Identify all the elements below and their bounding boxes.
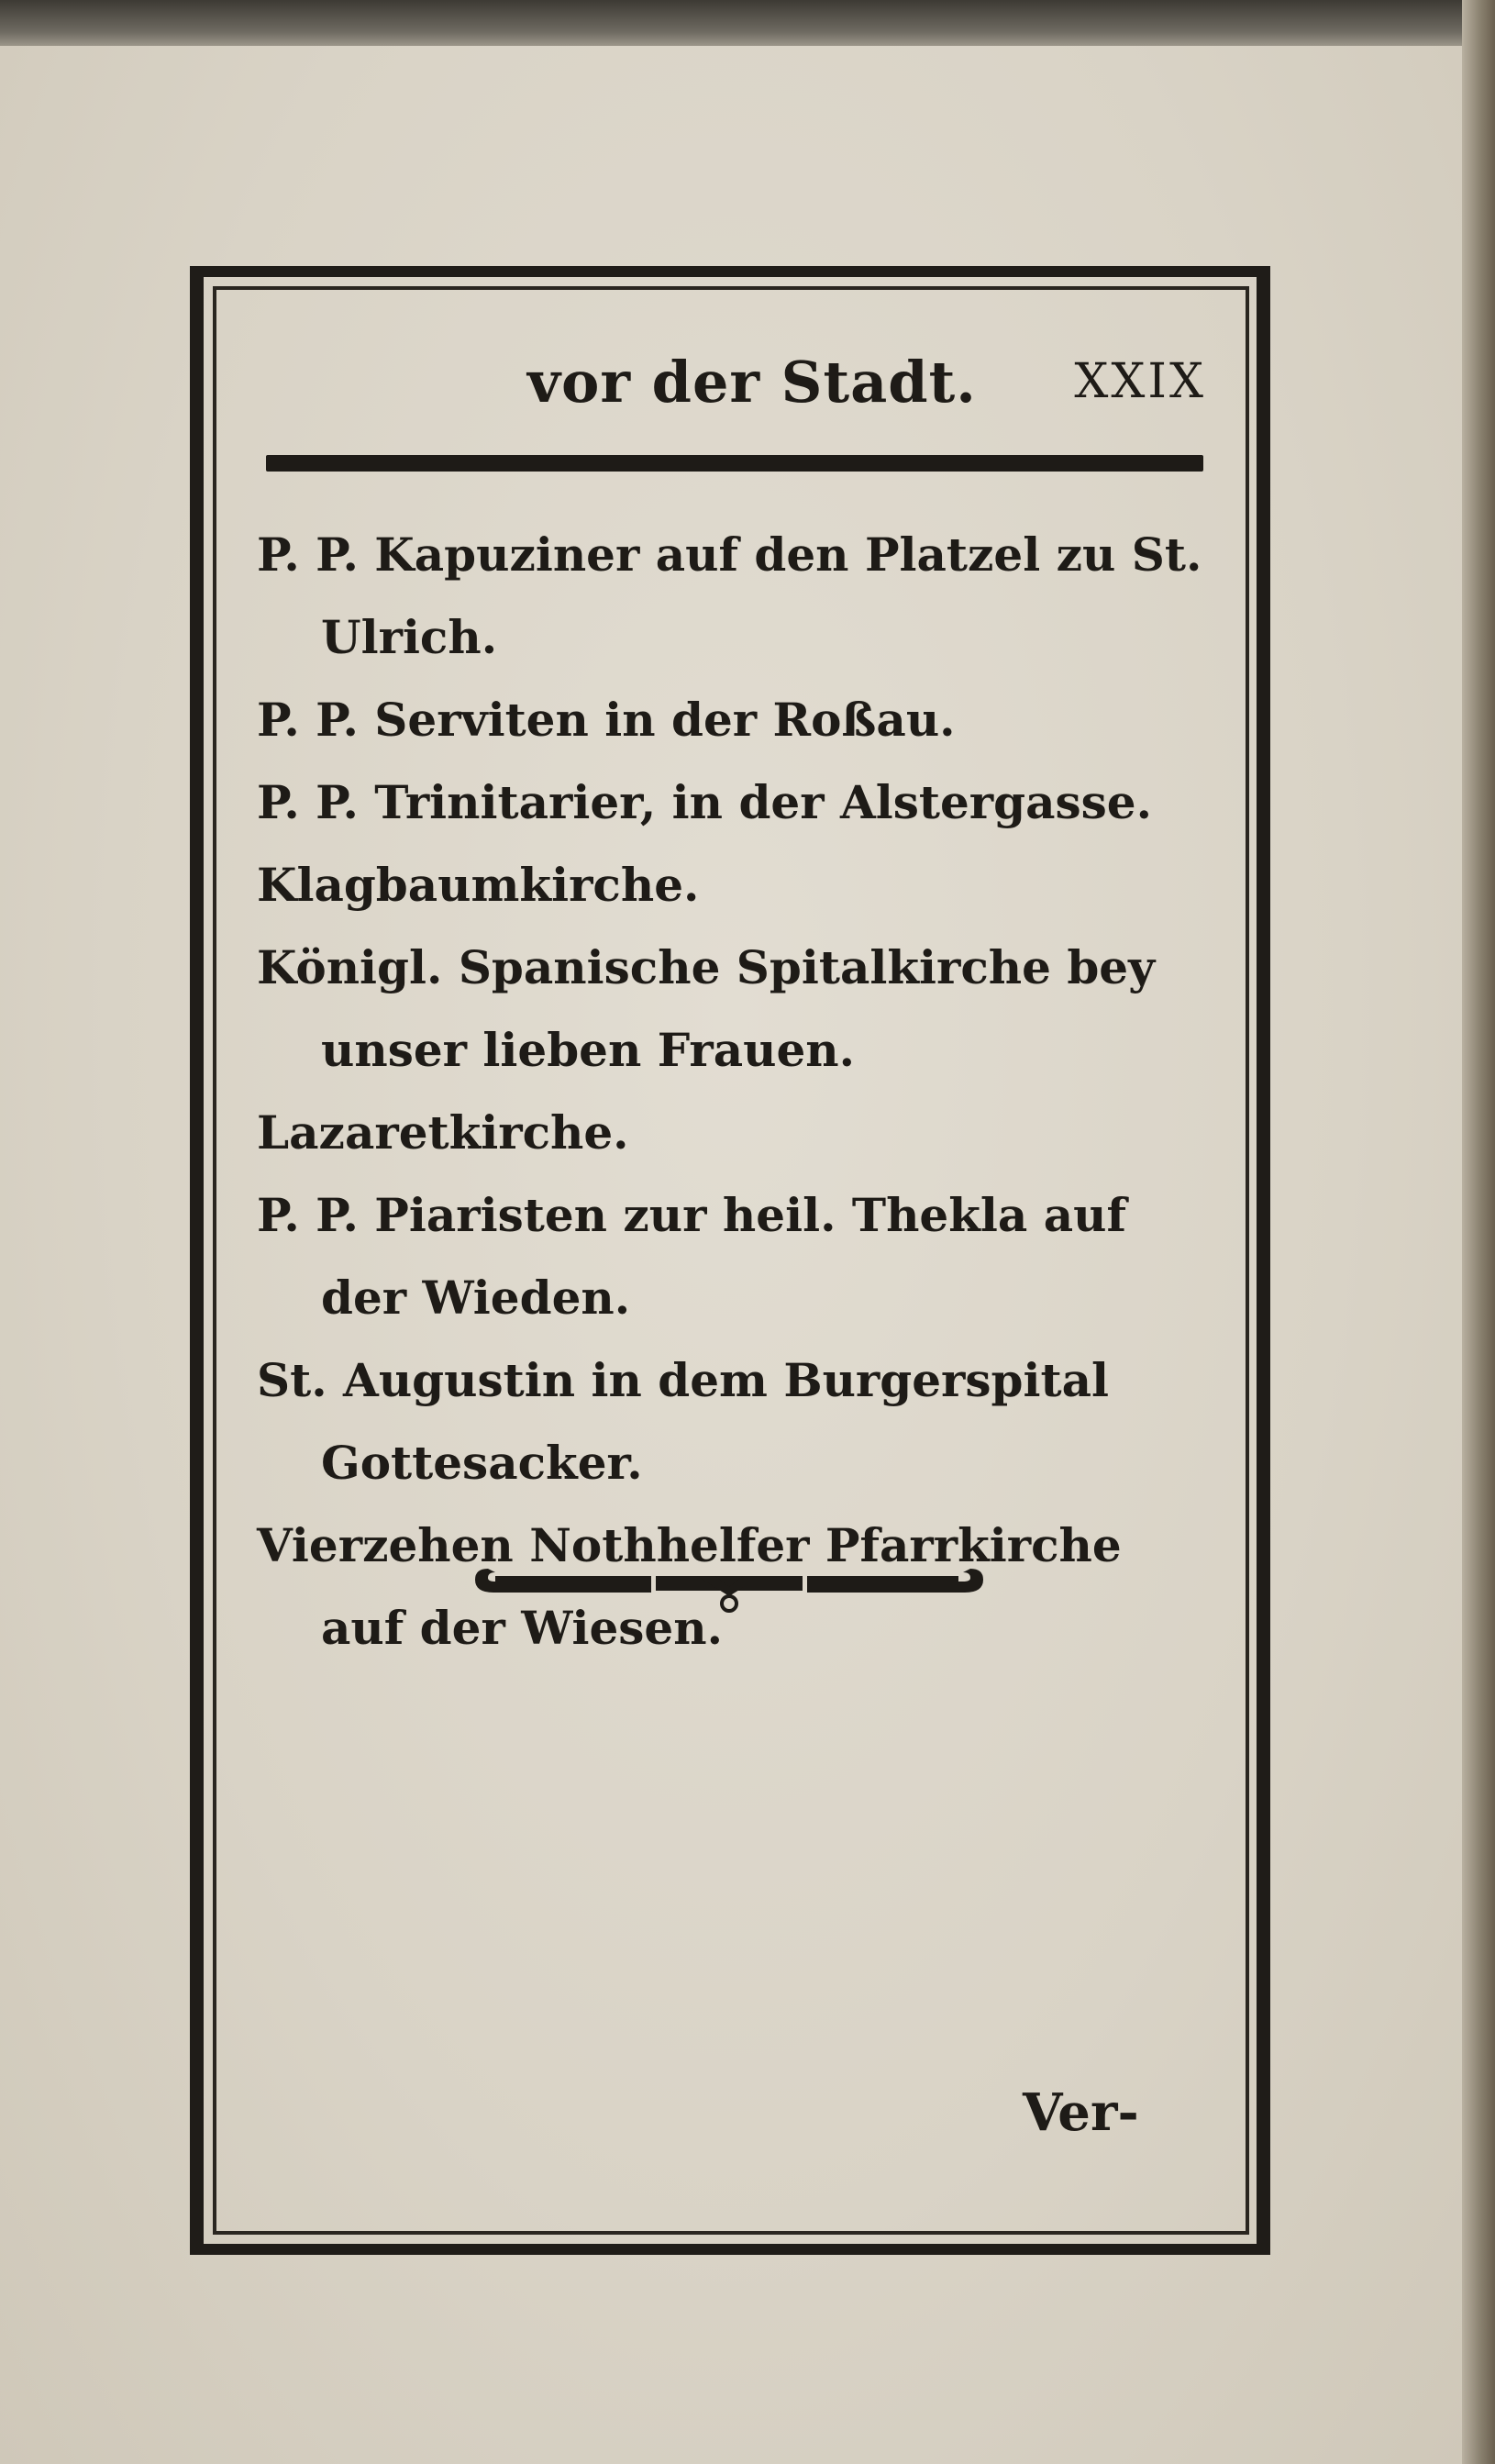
list-item: P. P. Kapuziner auf den Platzel zu St. Ulrich. — [257, 527, 1202, 664]
list-item: P. P. Trinitarier, in der Alstergasse. — [257, 775, 1153, 829]
book-right-edge — [1462, 0, 1495, 2464]
catchword: Ver- — [1023, 2082, 1139, 2143]
running-title: vor der Stadt. — [527, 349, 977, 416]
church-list — [257, 514, 1215, 1670]
list-item: Klagbaumkirche. — [257, 858, 700, 912]
running-header — [266, 349, 1206, 431]
list-item: St. Augustin in dem Burgerspital Gottesacker. — [257, 1353, 1109, 1490]
list-item: P. P. Piaristen zur heil. Thekla auf der Wieden. — [257, 1188, 1126, 1325]
list-item: Vierzehen Nothhelfer Pfarrkirche auf der Wiesen. — [257, 1518, 1122, 1655]
header-rule — [266, 455, 1203, 472]
list-item: Lazaretkirche. — [257, 1105, 629, 1160]
tailpiece-ornament — [468, 1541, 991, 1615]
list-item: P. P. Serviten in der Roßau. — [257, 693, 956, 747]
list-item: Königl. Spanische Spitalkirche bey unser lieben Frauen. — [257, 940, 1156, 1077]
page-number: XXIX — [1074, 354, 1206, 409]
